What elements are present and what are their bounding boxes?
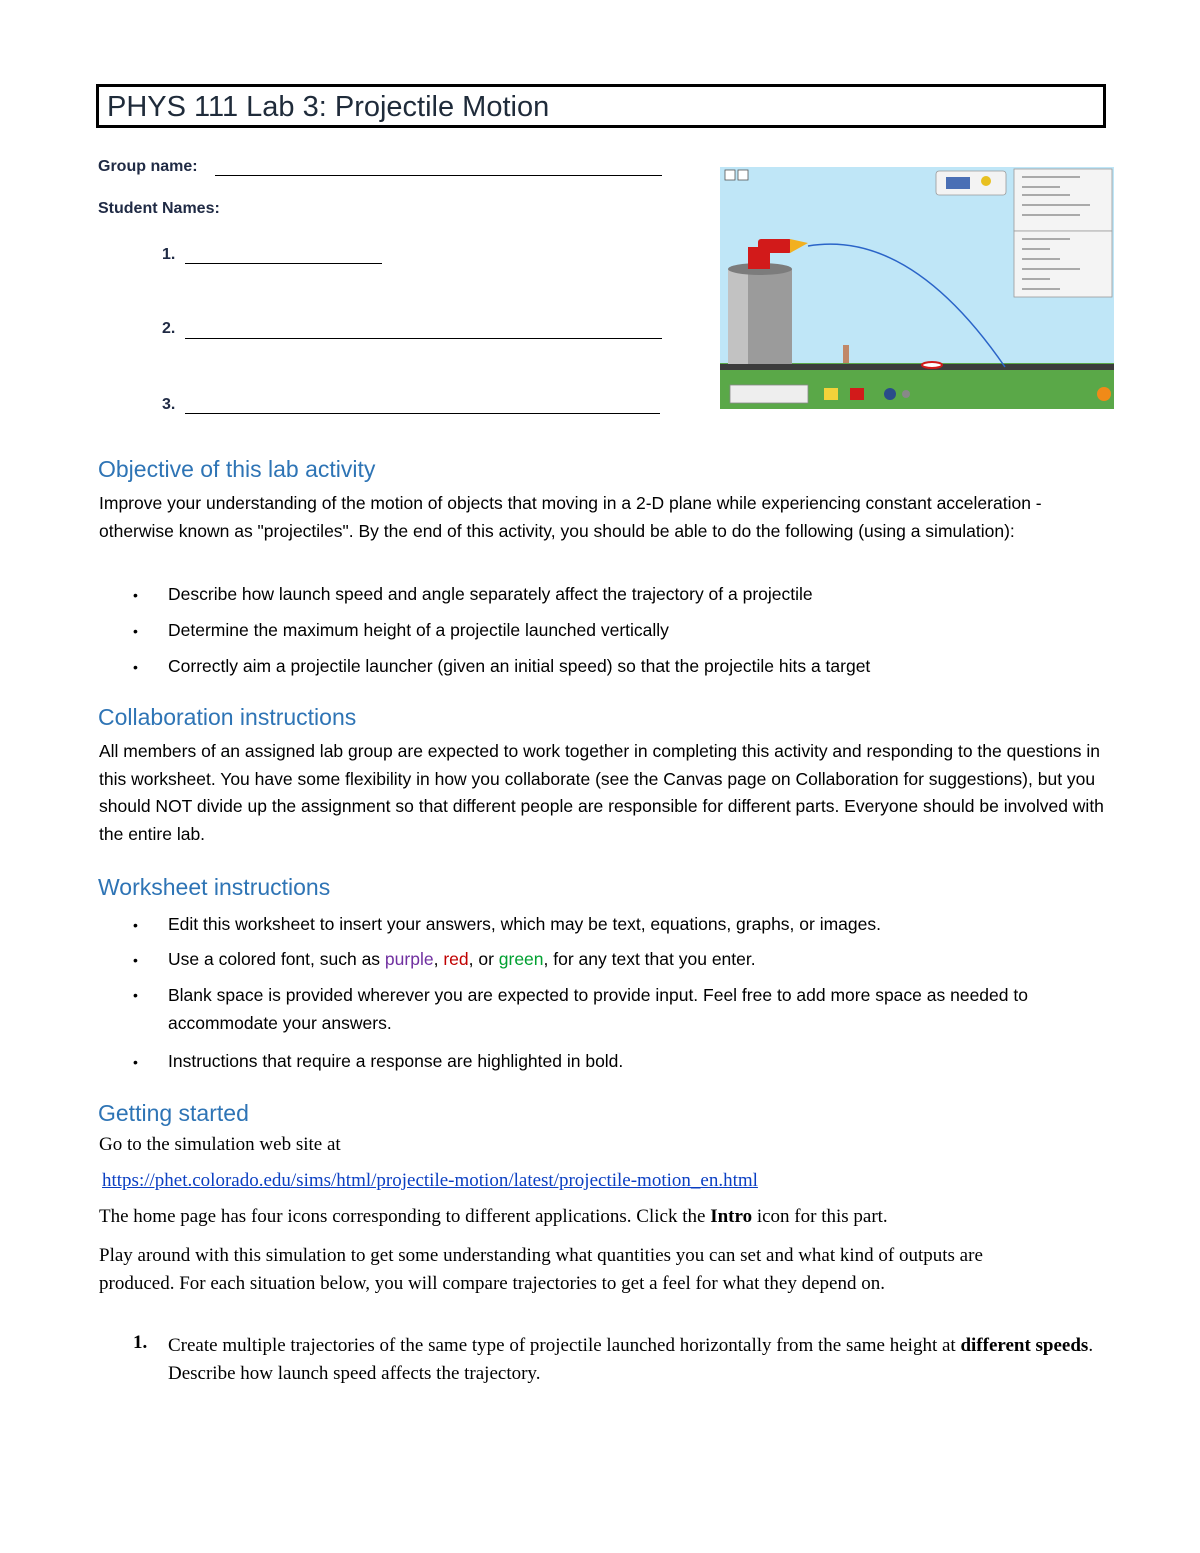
q1-suffix: . Describe how launch speed affects the trajectory. xyxy=(168,1335,1094,1384)
bullet-dot: • xyxy=(133,1054,138,1070)
page-title: PHYS 111 Lab 3: Projectile Motion xyxy=(107,91,550,123)
speed-slider[interactable] xyxy=(730,385,808,403)
group-name-field[interactable] xyxy=(215,175,662,176)
tower-highlight xyxy=(728,269,748,364)
bullet-2-prefix: Use a colored font, such as xyxy=(168,949,385,969)
group-name-label: Group name: xyxy=(98,158,198,175)
getting-started-line1: Go to the simulation web site at xyxy=(99,1134,341,1155)
bullet-2-suffix: , for any text that you enter. xyxy=(543,949,756,969)
bullet-dot: • xyxy=(133,952,138,968)
reset-button[interactable] xyxy=(1097,387,1111,401)
title-box xyxy=(96,84,1106,128)
step-button[interactable] xyxy=(902,390,910,398)
bullet-dot: • xyxy=(133,623,138,639)
objective-heading: Objective of this lab activity xyxy=(98,456,376,482)
person-figure xyxy=(843,345,849,363)
ground-strip xyxy=(720,364,1114,370)
worksheet-bullet-3: Blank space is provided wherever you are expected to provide input. Feel free to add more space as needed to accommodate your answers. xyxy=(168,985,1028,1033)
pause-button[interactable] xyxy=(884,388,896,400)
question-1-number: 1. xyxy=(133,1332,148,1353)
bar-icon xyxy=(946,177,970,189)
bullet-dot: • xyxy=(133,659,138,675)
color-word-green: green xyxy=(498,949,544,969)
collaboration-heading: Collaboration instructions xyxy=(98,704,357,730)
q1-bold: different speeds xyxy=(960,1335,1089,1356)
objective-bullet-3: Correctly aim a projectile launcher (given an initial speed) so that the projectile hits a target xyxy=(168,656,871,676)
bullet-dot: • xyxy=(133,587,138,603)
bullet-2-sep1: , xyxy=(433,949,444,969)
target[interactable] xyxy=(922,362,942,368)
intro-bold: Intro xyxy=(710,1206,753,1227)
simulation-link[interactable]: https://phet.colorado.edu/sims/html/projectile-motion/latest/projectile-motion_en.html xyxy=(102,1170,758,1191)
student-names-label: Student Names: xyxy=(98,200,220,217)
bullet-dot: • xyxy=(133,917,138,933)
home-prefix: The home page has four icons corresponding to different applications. Click the xyxy=(99,1206,711,1227)
objective-bullet-2: Determine the maximum height of a projectile launched vertically xyxy=(168,620,669,640)
color-word-red: red xyxy=(443,949,469,969)
q1-prefix: Create multiple trajectories of the same type of projectile launched horizontally from the same height at xyxy=(168,1335,961,1356)
worksheet-bullet-4: Instructions that require a response are highlighted in bold. xyxy=(168,1051,624,1071)
objective-intro: Improve your understanding of the motion of objects that moving in a 2-D plane while experiencing constant acceleration - otherwise known as "projectiles". By the end of this activity, you should be able to do the following (using a simulation): xyxy=(99,493,1042,541)
student-name-field-2[interactable] xyxy=(185,338,662,339)
worksheet-bullet-2 xyxy=(168,949,756,970)
color-word-purple: purple xyxy=(384,949,434,969)
getting-started-heading: Getting started xyxy=(98,1100,249,1126)
fire-button[interactable] xyxy=(850,388,864,400)
ball-icon xyxy=(981,176,991,186)
collaboration-text: All members of an assigned lab group are expected to work together in completing this activity and responding to the questions in this worksheet. You have some flexibility in how you collaborate (see the Canvas page on Collaboration for suggestions), but you should NOT divide up the assignment so that different people are responsible for different parts. Everyone should be involved with the entire lab. xyxy=(99,741,1104,844)
worksheet-bullet-1: Edit this worksheet to insert your answers, which may be text, equations, graphs, or images. xyxy=(168,914,881,934)
home-suffix: icon for this part. xyxy=(752,1206,888,1227)
settings-panel[interactable] xyxy=(1014,169,1112,231)
vectors-panel[interactable] xyxy=(1014,231,1112,297)
eraser-button[interactable] xyxy=(824,388,838,400)
bullet-dot: • xyxy=(133,987,138,1003)
student-name-field-3[interactable] xyxy=(185,413,660,414)
cannon-barrel[interactable] xyxy=(758,239,792,253)
simulation-screenshot xyxy=(720,167,1114,409)
objective-bullet-1: Describe how launch speed and angle separately affect the trajectory of a projectile xyxy=(168,584,813,604)
worksheet-heading: Worksheet instructions xyxy=(98,874,331,900)
bullet-2-sep2: , or xyxy=(468,949,499,969)
student-number-3: 3. xyxy=(162,396,176,413)
student-name-field-1[interactable] xyxy=(185,263,382,264)
student-number-2: 2. xyxy=(162,320,176,337)
student-number-1: 1. xyxy=(162,246,176,263)
question-1-text xyxy=(168,1332,1118,1388)
home-page-text xyxy=(99,1206,888,1228)
play-around-text: Play around with this simulation to get some understanding what quantities you can set and what kind of outputs are produced. For each situation below, you will compare trajectories to get a feel for what they depend on. xyxy=(99,1245,983,1294)
